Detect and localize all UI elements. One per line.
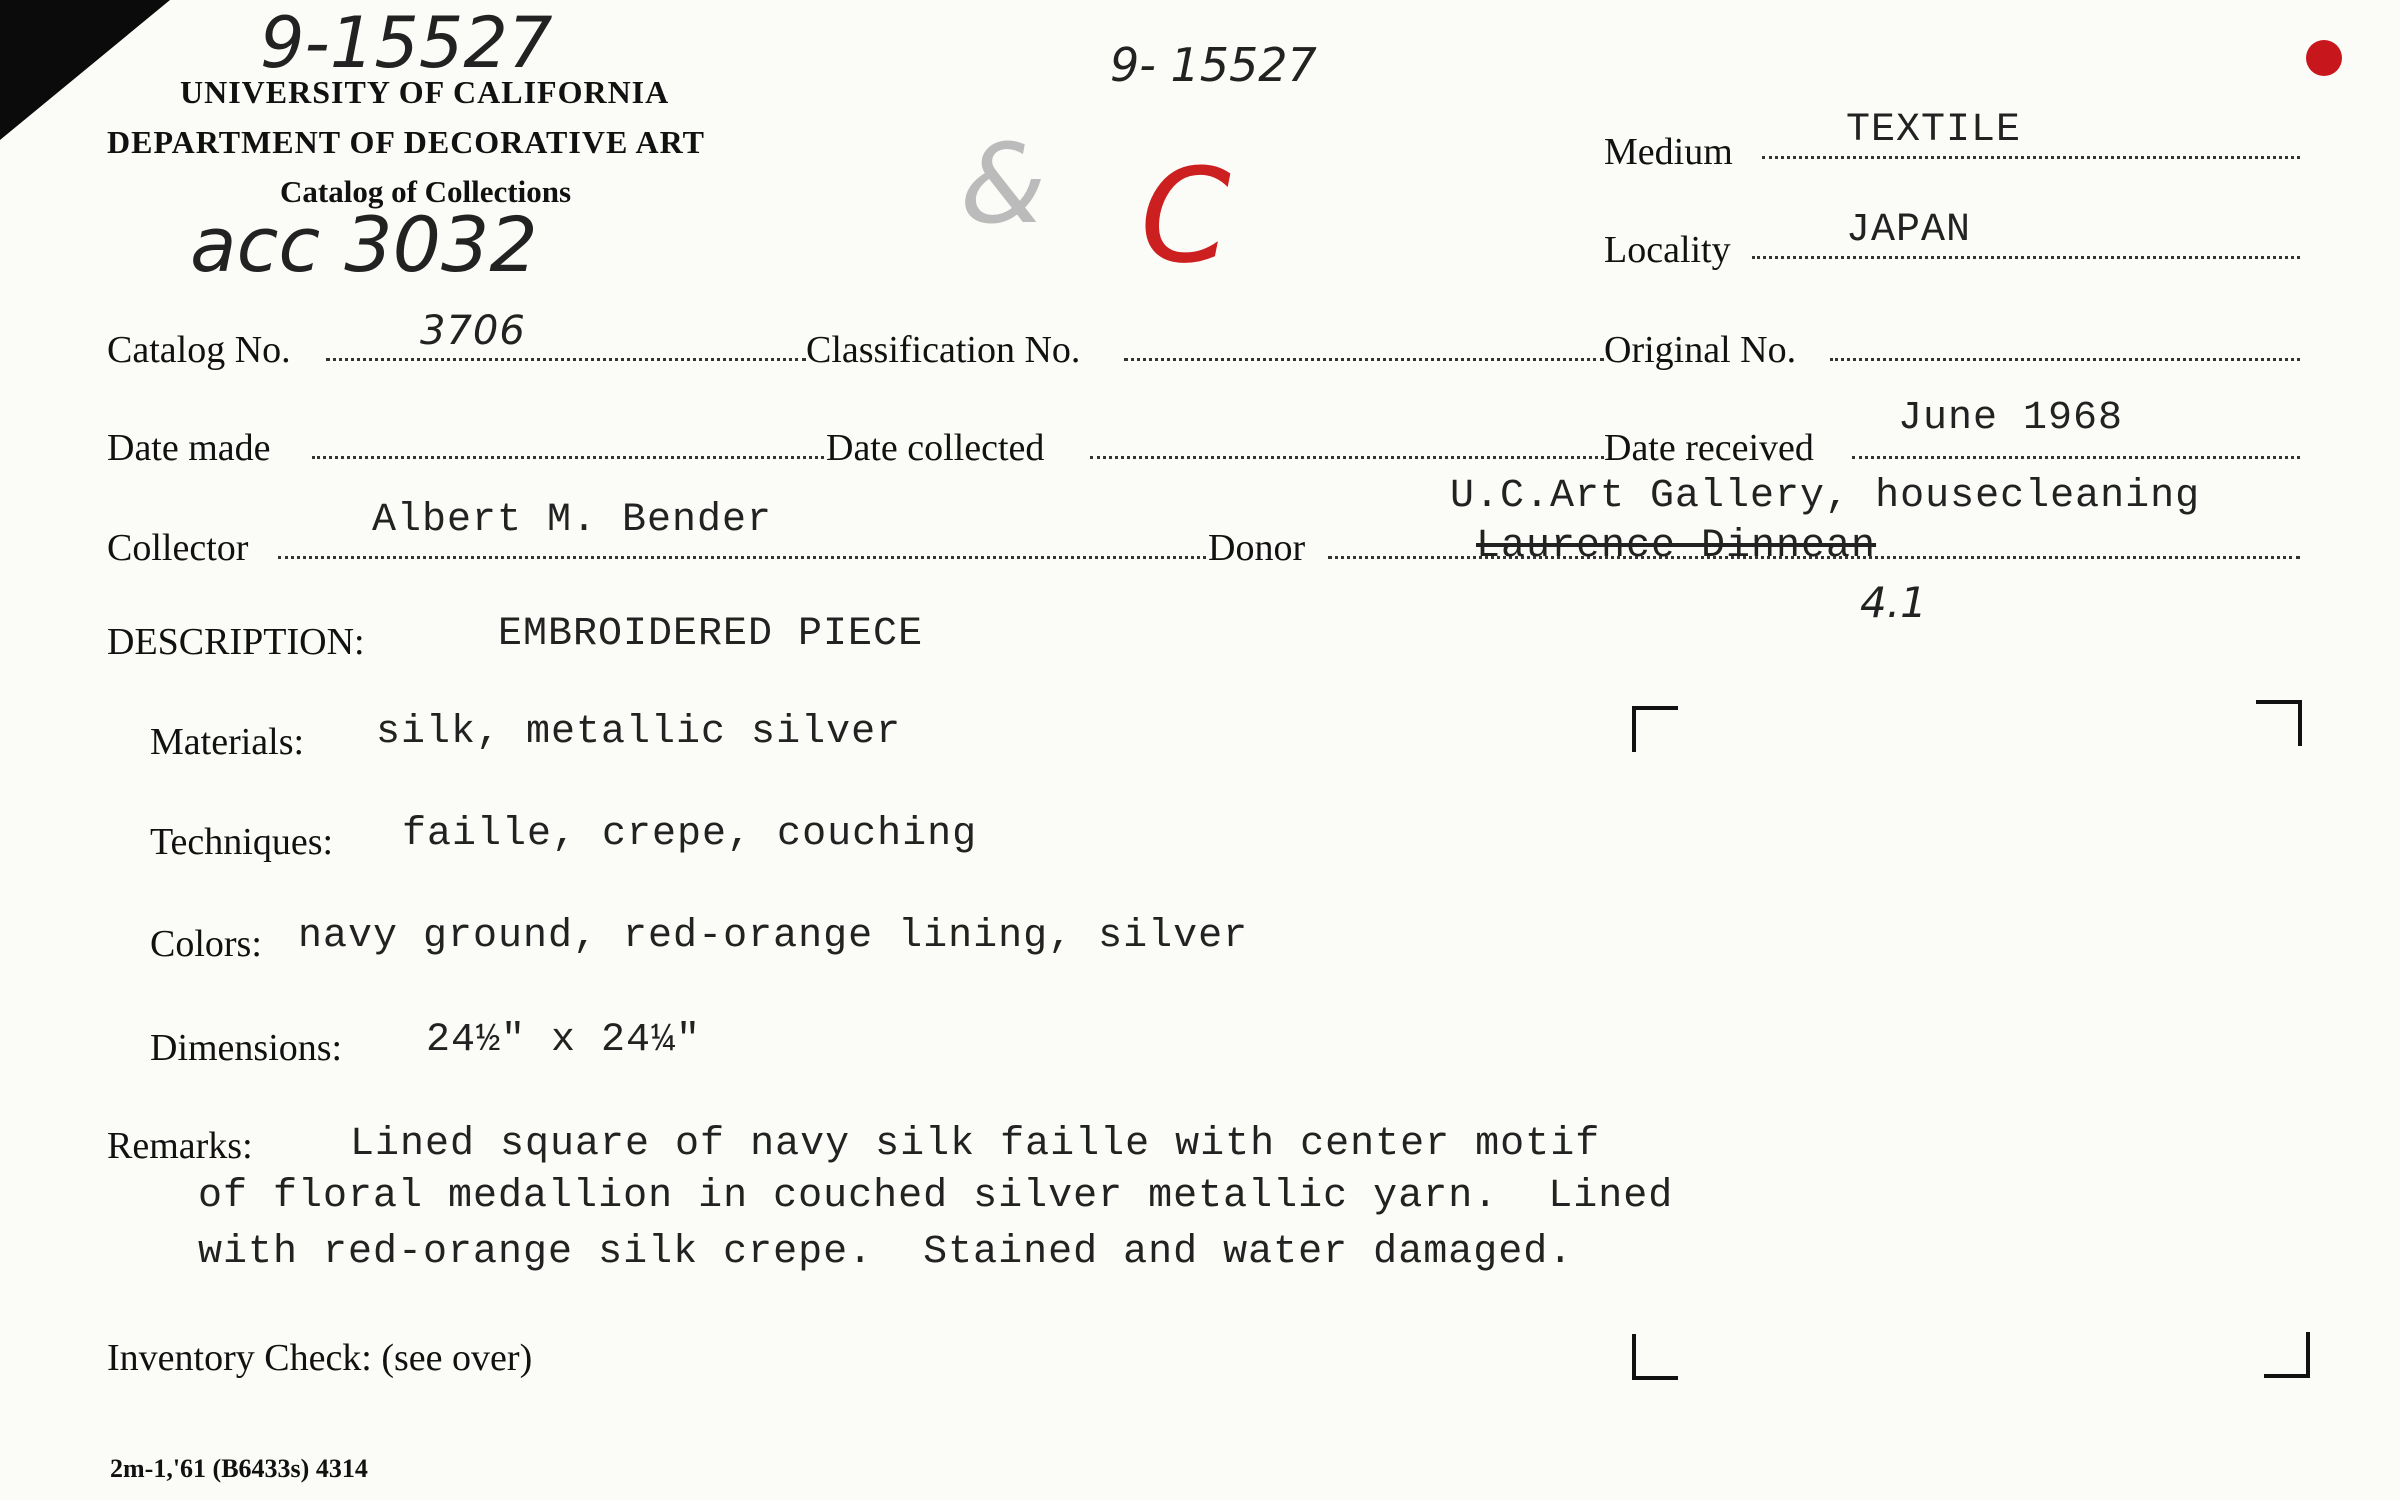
print-code: 2m-1,'61 (B6433s) 4314 — [110, 1454, 368, 1483]
donor-value-line1: U.C.Art Gallery, housecleaning — [1450, 474, 2201, 519]
header-catalog: Catalog of Collections — [280, 174, 572, 209]
date-received-line — [1852, 456, 2300, 459]
photo-bracket-bottom-left — [1632, 1334, 1678, 1380]
classification-no-line — [1124, 358, 1604, 361]
date-received-label: Date received — [1604, 427, 1814, 469]
donor-label: Donor — [1208, 527, 1306, 569]
techniques-value: faille, crepe, couching — [402, 812, 978, 857]
locality-label: Locality — [1604, 229, 1731, 271]
locality-line — [1752, 256, 2300, 259]
photo-bracket-bottom-right — [2264, 1332, 2310, 1378]
remarks-line3: with red-orange silk crepe. Stained and water damaged. — [198, 1230, 1574, 1275]
remarks-line1: Lined square of navy silk faille with center motif — [350, 1122, 1601, 1167]
medium-value: TEXTILE — [1846, 108, 2022, 153]
date-collected-label: Date collected — [826, 427, 1045, 469]
handwritten-glyph: & — [960, 120, 1046, 248]
dimensions-label: Dimensions: — [150, 1027, 343, 1069]
header-university: UNIVERSITY OF CALIFORNIA — [180, 74, 670, 110]
medium-label: Medium — [1604, 131, 1733, 173]
remarks-line2: of floral medallion in couched silver metallic yarn. Lined — [198, 1174, 1674, 1219]
techniques-label: Techniques: — [150, 821, 334, 863]
classification-no-label: Classification No. — [806, 329, 1081, 371]
materials-label: Materials: — [150, 721, 305, 763]
handwritten-top-number: 9-15527 — [260, 2, 553, 84]
photo-bracket-top-left — [1632, 706, 1678, 752]
dimensions-value: 24½" x 24¼" — [426, 1018, 702, 1063]
handwritten-number-41: 4.1 — [1860, 578, 1927, 627]
description-value: EMBROIDERED PIECE — [498, 612, 924, 657]
header-department: DEPARTMENT OF DECORATIVE ART — [107, 124, 705, 160]
collector-line — [278, 556, 1206, 559]
collector-value: Albert M. Bender — [372, 498, 773, 543]
card-corner-cut — [0, 0, 170, 140]
colors-value: navy ground, red-orange lining, silver — [298, 914, 1249, 959]
inventory-check-label: Inventory Check: (see over) — [107, 1337, 533, 1379]
description-label: DESCRIPTION: — [107, 621, 365, 663]
original-no-line — [1830, 358, 2300, 361]
catalog-no-label: Catalog No. — [107, 329, 291, 371]
colors-label: Colors: — [150, 923, 262, 965]
original-no-label: Original No. — [1604, 329, 1797, 371]
remarks-label: Remarks: — [107, 1125, 253, 1167]
handwritten-letter-c: C — [1140, 140, 1231, 292]
red-dot-marker — [2306, 40, 2342, 76]
medium-line — [1762, 156, 2300, 159]
date-collected-line — [1090, 456, 1604, 459]
donor-value-line2: Laurence Dinnean — [1476, 524, 1877, 569]
locality-value: JAPAN — [1846, 208, 1972, 253]
date-made-line — [312, 456, 824, 459]
materials-value: silk, metallic silver — [376, 710, 902, 755]
handwritten-accession: acc 3032 — [190, 200, 538, 289]
date-made-label: Date made — [107, 427, 271, 469]
catalog-no-line — [326, 358, 806, 361]
date-received-value: June 1968 — [1898, 396, 2124, 441]
collector-label: Collector — [107, 527, 249, 569]
handwritten-center-number: 9- 15527 — [1110, 38, 1317, 92]
photo-bracket-top-right — [2256, 700, 2302, 746]
catalog-no-value: 3706 — [420, 308, 526, 354]
